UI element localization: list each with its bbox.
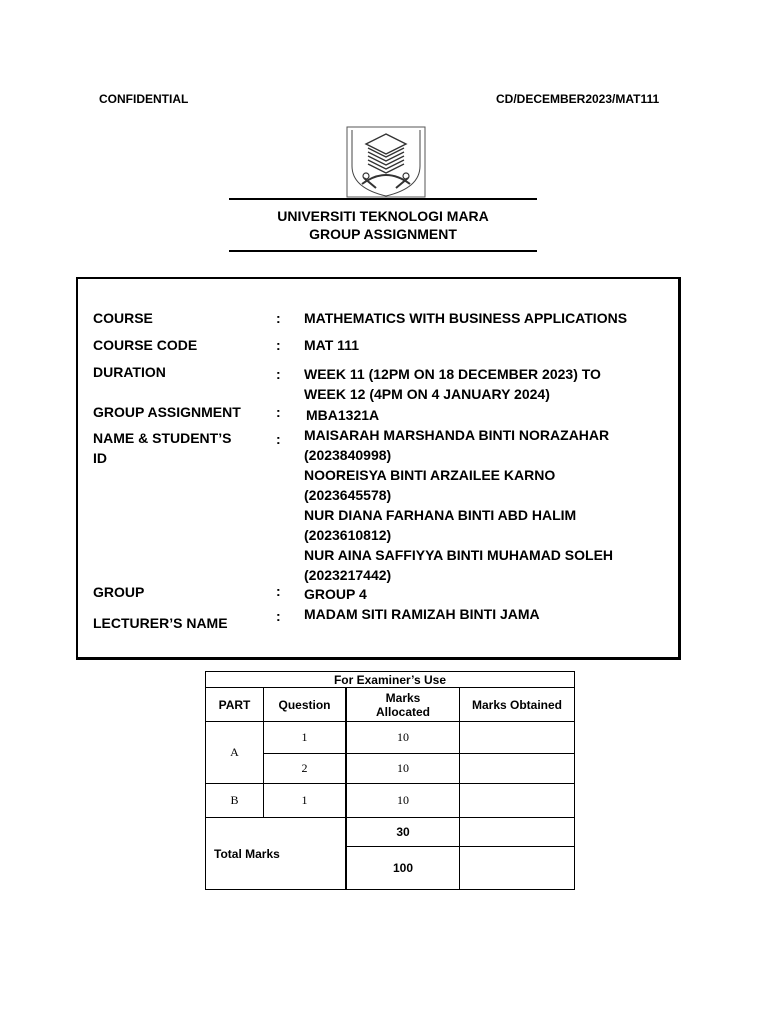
header-marks-allocated-line-2: Allocated <box>375 704 430 719</box>
group-assignment-label: GROUP ASSIGNMENT <box>93 404 241 420</box>
examiner-table-caption: For Examiner’s Use <box>206 672 575 688</box>
separator: : <box>276 431 281 447</box>
member-id: (2023217442) <box>304 567 392 583</box>
total-max-cell: 100 <box>346 847 460 890</box>
marks-obtained-cell[interactable] <box>460 784 575 818</box>
marks-obtained-cell[interactable] <box>460 722 575 754</box>
course-value: MATHEMATICS WITH BUSINESS APPLICATIONS <box>304 310 628 326</box>
total-obtained-cell[interactable] <box>460 818 575 847</box>
lecturer-label: LECTURER’S NAME <box>93 615 228 631</box>
member-id: (2023840998) <box>304 447 392 463</box>
assignment-title: GROUP ASSIGNMENT <box>309 226 457 242</box>
course-code-value: MAT 111 <box>304 337 359 353</box>
member-name: MAISARAH MARSHANDA BINTI NORAZAHAR <box>304 427 610 443</box>
group-label: GROUP <box>93 584 145 600</box>
member-name: NOOREISYA BINTI ARZAILEE KARNO <box>304 467 556 483</box>
separator: : <box>276 337 281 353</box>
header-question: Question <box>264 688 347 722</box>
question-cell: 1 <box>264 784 347 818</box>
total-marks-label: Total Marks <box>206 818 347 890</box>
university-logo-icon <box>346 126 426 198</box>
confidential-label: CONFIDENTIAL <box>99 92 189 106</box>
university-name: UNIVERSITI TEKNOLOGI MARA <box>277 208 489 224</box>
lecturer-value: MADAM SITI RAMIZAH BINTI JAMA <box>304 606 540 622</box>
marks-allocated-cell: 10 <box>346 722 460 754</box>
separator: : <box>276 608 281 624</box>
name-student-id-label-cont: ID <box>93 450 107 466</box>
separator: : <box>276 404 281 420</box>
title-rule-bottom <box>229 250 537 252</box>
question-cell: 2 <box>264 754 347 784</box>
examiner-marks-table <box>205 671 575 890</box>
course-label: COURSE <box>93 310 153 326</box>
total-allocated-cell: 30 <box>346 818 460 847</box>
group-assignment-value: MBA1321A <box>306 407 380 423</box>
member-name: NUR AINA SAFFIYYA BINTI MUHAMAD SOLEH <box>304 547 614 563</box>
separator: : <box>276 583 281 599</box>
member-name: NUR DIANA FARHANA BINTI ABD HALIM <box>304 507 577 523</box>
part-cell: B <box>206 784 264 818</box>
group-value: GROUP 4 <box>304 586 367 602</box>
duration-line-2: WEEK 12 (4PM ON 4 JANUARY 2024) <box>304 386 550 402</box>
name-student-id-label: NAME & STUDENT’S <box>93 430 232 446</box>
total-obtained-max-cell[interactable] <box>460 847 575 890</box>
separator: : <box>276 310 281 326</box>
header-marks-allocated-line-1: Marks <box>385 690 421 705</box>
member-id: (2023645578) <box>304 487 392 503</box>
duration-line-1: WEEK 11 (12PM ON 18 DECEMBER 2023) TO <box>304 366 601 382</box>
member-id: (2023610812) <box>304 527 392 543</box>
header-marks-allocated <box>346 688 460 722</box>
separator: : <box>276 366 281 382</box>
question-cell: 1 <box>264 722 347 754</box>
part-cell: A <box>206 722 264 784</box>
marks-allocated-cell: 10 <box>346 754 460 784</box>
title-rule-top <box>229 198 537 200</box>
header-marks-obtained: Marks Obtained <box>460 688 575 722</box>
header-part: PART <box>206 688 264 722</box>
marks-allocated-cell: 10 <box>346 784 460 818</box>
duration-label: DURATION <box>93 364 166 380</box>
marks-obtained-cell[interactable] <box>460 754 575 784</box>
document-reference: CD/DECEMBER2023/MAT111 <box>496 92 660 106</box>
course-code-label: COURSE CODE <box>93 337 198 353</box>
